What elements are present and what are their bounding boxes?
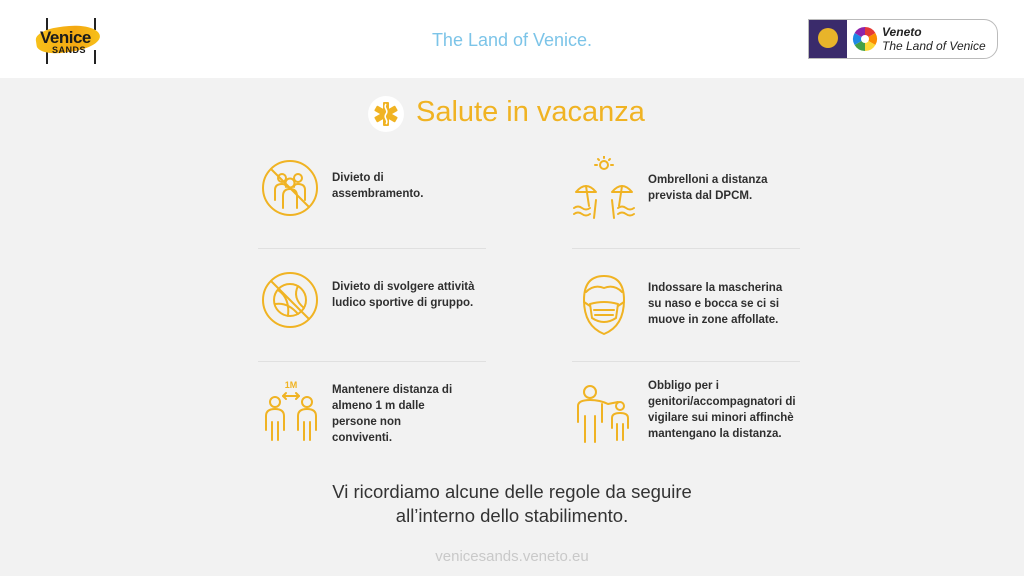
rule-text: Mantenere distanza di almeno 1 m dalle persone non conviventi. [332, 384, 453, 444]
logo-text-sands: SANDS [52, 45, 87, 55]
color-wheel-icon [852, 26, 878, 52]
veneto-logo-subtitle: The Land of Venice [882, 39, 986, 53]
footer-url-link[interactable]: venicesands.veneto.eu [435, 548, 589, 565]
reminder-line-1: Vi ricordiamo alcune delle regole da seguire [332, 481, 692, 502]
header-tagline: The Land of Venice. [431, 30, 593, 50]
face-mask-icon [572, 270, 636, 338]
rule-text: Divieto di assembramento. [332, 172, 424, 200]
rule-text: Indossare la mascherina su naso e bocca se ci si muove in zone affollate. [648, 282, 783, 326]
divider [258, 361, 486, 362]
lion-of-saint-mark-icon [809, 20, 847, 58]
rule-text: Ombrelloni a distanza prevista dal DPCM. [648, 174, 768, 202]
distance-1m-icon [258, 378, 324, 446]
divider [258, 248, 486, 249]
divider [572, 248, 800, 249]
no-ball-sports-icon [258, 268, 322, 332]
parent-child-icon [572, 380, 638, 448]
veneto-logo-title: Veneto [882, 25, 922, 39]
logo-text-venice: Venice [40, 28, 91, 47]
medical-star-icon [368, 96, 404, 132]
beach-umbrellas-icon [572, 156, 636, 222]
reminder-text [0, 480, 1024, 528]
distance-label: 1M [284, 380, 298, 390]
rule-text: Divieto di svolgere attività ludico sportive di gruppo. [332, 281, 475, 309]
reminder-line-2: all’interno dello stabilimento. [395, 505, 629, 526]
veneto-logo[interactable] [808, 19, 998, 59]
header-bar [0, 0, 1024, 78]
no-crowd-icon [258, 156, 322, 220]
divider [572, 361, 800, 362]
rule-text: Obbligo per i genitori/accompagnatori di vigilare sui minori affinchè mantengano la distanza. [648, 380, 796, 440]
page-title: Salute in vacanza [416, 96, 645, 128]
